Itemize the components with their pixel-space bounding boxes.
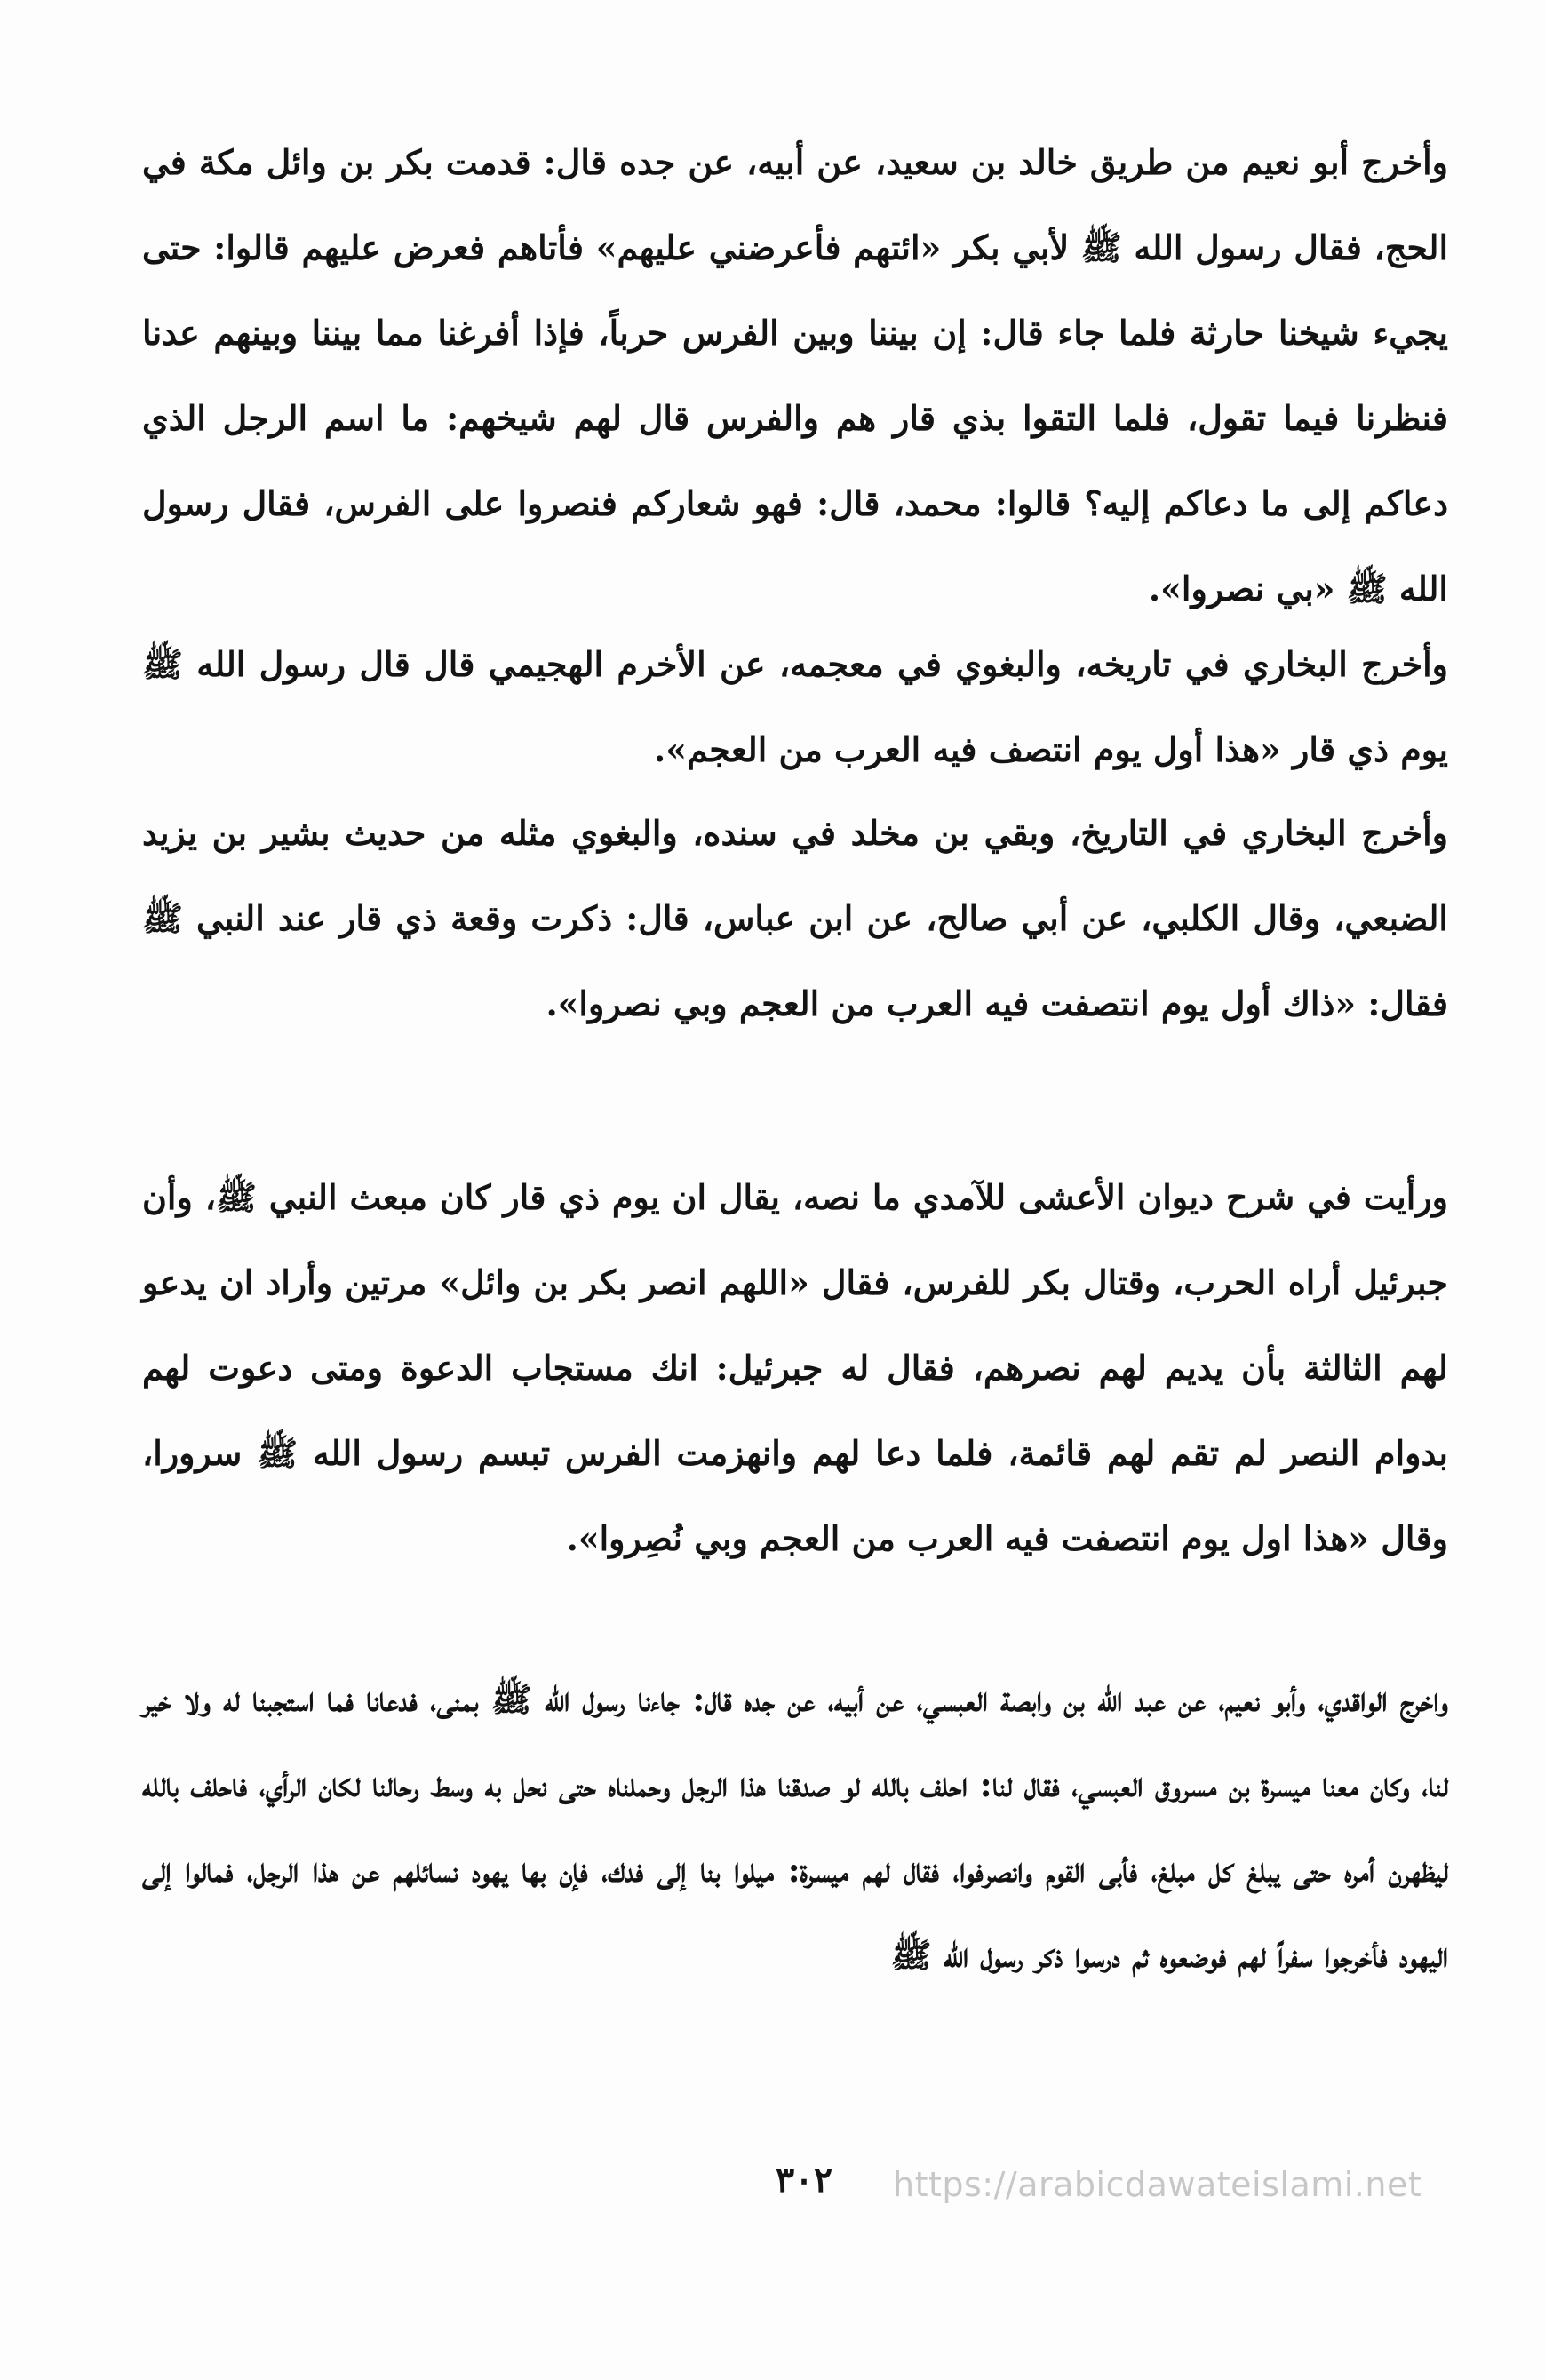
paragraph-4: ورأيت في شرح ديوان الأعشى للآمدي ما نصه، يقال ان يوم ذي قار كان مبعث النبي ﷺ، وأن جبرئيل أراه الحرب، وقتال بكر للفرس، فقال «اللهم انصر بكر بن وائل» مرتين وأراد ان يدعو لهم الثالثة بأن يديم لهم نصرهم، فقال له جبرئيل: انك مستجاب الدعوة ومتى دعوت لهم بدوام النصر لم تقم لهم قائمة، فلما دعا لهم وانهزمت الفرس تبسم رسول الله ﷺ سرورا، وقال «هذا اول يوم انتصفت فيه العرب من العجم وبي نُصِروا». [142,1177,1448,1558]
paragraph-3: وأخرج البخاري في التاريخ، وبقي بن مخلد في سنده، والبغوي مثله من حديث بشير بن يزيد الضبعي، وقال الكلبي، عن أبي صالح، عن ابن عباس، قال: ذكرت وقعة ذي قار عند النبي ﷺ فقال: «ذاك أول يوم انتصفت فيه العرب من العجم وبي نصروا». [142,813,1448,1023]
paragraph-5: واخرج الواقدي، وأبو نعيم، عن عبد الله بن وابصة العبسي، عن أبيه، عن جده قال: جاءنا رسول الله ﷺ بمنى، فدعانا فما استجبنا له ولا خير لنا، وكان معنا ميسرة بن مسروق العبسي، فقال لنا: احلف بالله لو صدقنا هذا الرجل وحملناه حتى نحل به وسط رحالنا لكان الرأي، فاحلف بالله ليظهرن أمره حتى يبلغ كل مبلغ، فأبى القوم وانصرفوا، فقال لهم ميسرة: ميلوا بنا إلى فدك، فإن بها يهود نسائلهم عن هذا الرجل، فمالوا إلى اليهود فأخرجوا سفراً لهم فوضعوه ثم درسوا ذكر رسول الله ﷺ [142,1679,1449,1975]
page-number: ٣٠٢ [775,2159,833,2201]
watermark-url: https://arabicdawateislami.net [893,2165,1422,2204]
paragraph-2: وأخرج البخاري في تاريخه، والبغوي في معجمه، عن الأخرم الهجيمي قال قال رسول الله ﷺ يوم ذي قار «هذا أول يوم انتصف فيه العرب من العجم». [142,644,1448,769]
paragraph-1: وأخرج أبو نعيم من طريق خالد بن سعيد، عن أبيه، عن جده قال: قدمت بكر بن وائل مكة في الحج، فقال رسول الله ﷺ لأبي بكر «ائتهم فأعرضني عليهم» فأتاهم فعرض عليهم قالوا: حتى يجيء شيخنا حارثة فلما جاء قال: إن بيننا وبين الفرس حرباً، فإذا أفرغنا مما بيننا وبينهم عدنا فنظرنا فيما تقول، فلما التقوا بذي قار هم والفرس قال لهم شيخهم: ما اسم الرجل الذي دعاكم إلى ما دعاكم إليه؟ قالوا: محمد، قال: فهو شعاركم فنصروا على الفرس، فقال رسول الله ﷺ «بي نصروا». [142,142,1448,609]
